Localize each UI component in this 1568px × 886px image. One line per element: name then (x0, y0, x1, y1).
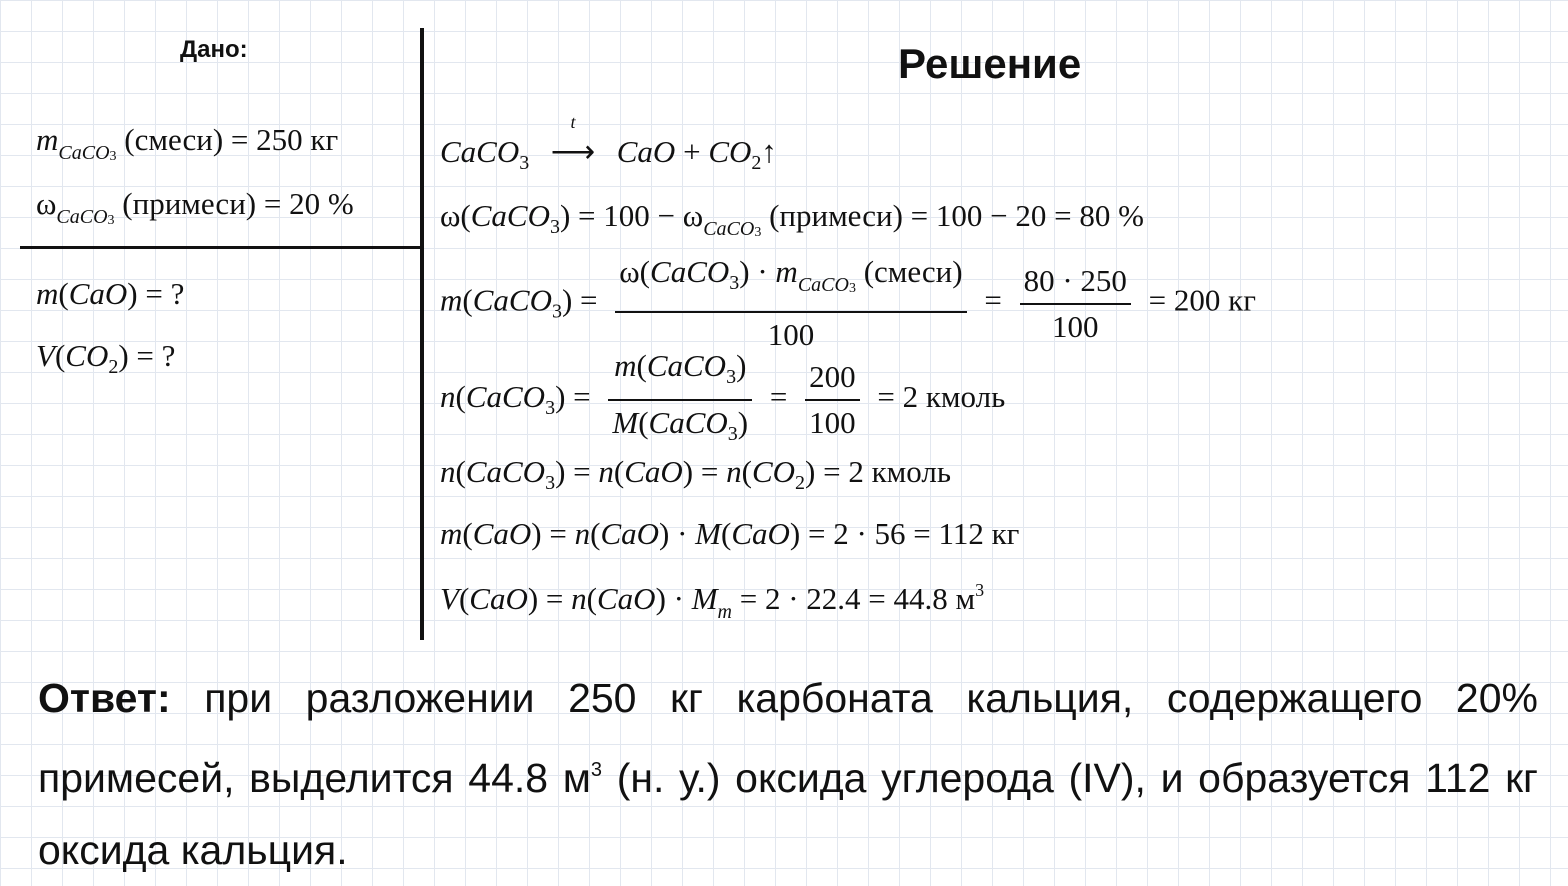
answer-text-part2: (н. у.) оксида углерода (IV), и образуется 112 кг оксида кальция. (38, 755, 1538, 873)
solution-line-mass-cao: m(CaO) = n(CaO) · M(CaO) = 2 · 56 = 112 кг (440, 516, 1020, 551)
answer-superscript: 3 (590, 759, 603, 781)
answer-label: Ответ: (38, 675, 171, 721)
vertical-divider (420, 28, 424, 640)
solution-line-mass-caco3-result: = 200 кг (1148, 282, 1256, 318)
solution-line-volume: $V(CaO) = n(CaO) \cdot M_m = 2 \cdot 22.4 = 44.8$ $м^3$ (440, 580, 985, 623)
given-omega-impurity: $\omega_{CaCO3}$ (примеси) = 20 % (36, 186, 354, 228)
solution-line-omega: ω(CaCO$_3$) = $100 - \omega_{CaCO3}$ (примеси) = 100 − 20 = 80 % (440, 198, 1144, 240)
solution-line-mass-caco3: m(CaCO$_3$) = $\frac{\omega(CaCO_3) \cdot m_{CaCO3} (смеси)}{100}$ = $\frac{80 \cdot 250}{100}$ = 200 кг (440, 250, 1256, 357)
given-mass-mixture: $m_{CaCO3}$ (смеси) = 250 кг (36, 122, 339, 164)
solution-line-moles-equal: n(CaCO$_3$) = $n(CaO) = n(CO_2) = 2$ кмоль (440, 454, 951, 494)
given-title: Дано: (180, 36, 248, 63)
given-find-divider (20, 246, 422, 249)
fraction-moles-numbers: $\frac{200}{100}$ (805, 355, 860, 445)
answer-text-part1: при разложении 250 кг карбоната кальция, содержащего 20% примесей, выделится 44.8 м (38, 675, 1538, 801)
find-volume-co2: $V(CO_2)$ = ? (36, 338, 176, 378)
find-mass-cao: m(CaO) = ? (36, 276, 185, 311)
answer-paragraph (38, 662, 1538, 886)
volume-unit-superscript: 3 (975, 580, 985, 600)
solution-line-volume-result: = 2 · 22.4 = 44.8 м (739, 581, 976, 616)
given-omega-impurity-text: (примеси) = 20 % (122, 186, 354, 221)
solution-line-omega-tail: (примеси) = 100 − 20 = 80 % (769, 198, 1144, 233)
reaction-condition: t (570, 112, 576, 132)
fraction-numbers: $\frac{80 \cdot 250}{100}$ (1020, 259, 1131, 349)
solution-title: Решение (898, 40, 1082, 87)
solution-line-moles-equal-result: = 2 кмоль (823, 454, 951, 489)
solution-line-moles-caco3: n(CaCO$_3$) = $\frac{m(CaCO_3)}{M(CaCO_3)}$ = $\frac{200}{100}$ = 2 кмоль (440, 344, 1005, 456)
solution-line-mass-cao-result: = 2 · 56 = 112 кг (807, 516, 1020, 551)
fraction-mass-over-molar: $\frac{m(CaCO_3)}{M(CaCO_3)}$ (608, 344, 752, 456)
solution-line-moles-caco3-result: = 2 кмоль (877, 379, 1006, 415)
given-mass-mixture-text: (смеси) = 250 кг (124, 122, 339, 157)
fraction-formula: $\frac{\omega(CaCO_3) \cdot m_{CaCO3} (смеси)}{100}$ (615, 250, 966, 357)
reaction-arrow: t ⟶ (541, 134, 605, 170)
reaction-equation: CaCO$_3$ t ⟶ CaO + $CO_2↑$ (440, 112, 777, 174)
